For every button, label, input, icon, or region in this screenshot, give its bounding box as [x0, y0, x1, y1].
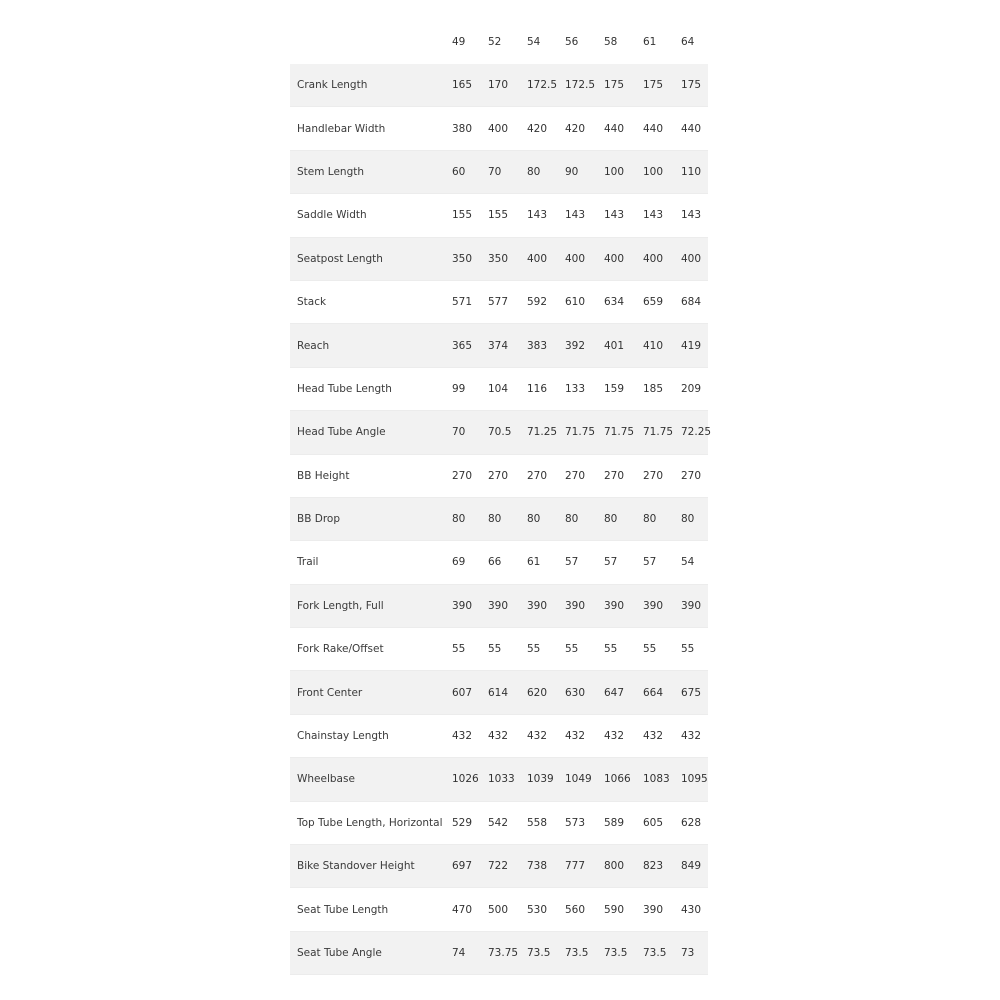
table-cell: 430 [681, 903, 702, 916]
table-row [290, 238, 708, 281]
table-cell: 70 [452, 426, 466, 439]
table-cell: 1049 [565, 773, 592, 786]
table-cell: 175 [681, 79, 702, 92]
table-cell: 170 [488, 79, 509, 92]
table-row [290, 151, 708, 194]
size-header: 52 [488, 36, 502, 48]
table-row [290, 585, 708, 628]
table-cell: 74 [452, 947, 466, 959]
table-cell: 104 [488, 382, 509, 395]
table-cell: 390 [488, 599, 509, 612]
table-cell: 400 [488, 122, 509, 135]
table-cell: 73 [681, 947, 695, 959]
table-cell: 143 [643, 209, 664, 222]
table-cell: 390 [527, 599, 548, 612]
table-cell: 185 [643, 382, 664, 395]
row-label: Wheelbase [297, 773, 355, 786]
table-cell: 823 [643, 860, 664, 873]
header-row [290, 20, 708, 64]
table-cell: 628 [681, 816, 702, 829]
table-cell: 432 [527, 730, 548, 743]
table-cell: 110 [681, 165, 702, 178]
table-cell: 69 [452, 556, 466, 569]
table-cell: 71.25 [527, 426, 558, 439]
table-row [290, 455, 708, 498]
row-label: Stem Length [297, 165, 365, 178]
row-label: Head Tube Angle [297, 426, 386, 439]
table-cell: 390 [565, 599, 586, 612]
row-label: Fork Length, Full [297, 599, 384, 612]
table-cell: 270 [488, 469, 509, 482]
table-cell: 80 [565, 513, 579, 526]
table-cell: 542 [488, 816, 509, 829]
table-cell: 1083 [643, 773, 670, 786]
table-cell: 270 [643, 469, 664, 482]
table-cell: 80 [452, 513, 466, 526]
table-cell: 66 [488, 556, 502, 569]
table-cell: 270 [452, 469, 473, 482]
size-header: 56 [565, 36, 579, 48]
table-row [290, 498, 708, 541]
table-cell: 440 [681, 122, 702, 135]
size-header: 61 [643, 36, 657, 48]
row-label: Seat Tube Length [297, 903, 389, 916]
table-cell: 73.75 [488, 947, 519, 959]
table-row [290, 368, 708, 411]
table-cell: 738 [527, 860, 548, 873]
table-cell: 209 [681, 382, 702, 395]
table-cell: 55 [604, 643, 618, 656]
table-cell: 607 [452, 686, 473, 699]
table-cell: 800 [604, 860, 625, 873]
table-cell: 440 [604, 122, 625, 135]
row-label: Front Center [297, 686, 363, 699]
table-cell: 410 [643, 339, 664, 352]
table-row [290, 845, 708, 888]
table-cell: 400 [565, 252, 586, 265]
row-label: Chainstay Length [297, 730, 389, 743]
table-cell: 270 [565, 469, 586, 482]
table-row [290, 715, 708, 758]
row-label: Saddle Width [297, 209, 367, 222]
table-cell: 1026 [452, 773, 479, 786]
table-row [290, 802, 708, 845]
table-row [290, 888, 708, 931]
table-cell: 592 [527, 296, 548, 309]
table-cell: 684 [681, 296, 702, 309]
table-cell: 1039 [527, 773, 554, 786]
table-cell: 390 [643, 599, 664, 612]
row-label: Seatpost Length [297, 252, 383, 265]
table-cell: 380 [452, 122, 473, 135]
table-cell: 90 [565, 165, 579, 178]
row-label: Handlebar Width [297, 122, 386, 135]
table-cell: 432 [488, 730, 509, 743]
table-cell: 675 [681, 686, 702, 699]
table-cell: 432 [604, 730, 625, 743]
table-row [290, 281, 708, 324]
table-cell: 392 [565, 339, 586, 352]
table-cell: 55 [488, 643, 502, 656]
table-cell: 432 [643, 730, 664, 743]
table-cell: 400 [681, 252, 702, 265]
table-cell: 175 [643, 79, 664, 92]
table-cell: 57 [643, 556, 657, 569]
table-cell: 420 [527, 122, 548, 135]
table-cell: 365 [452, 339, 473, 352]
table-cell: 432 [565, 730, 586, 743]
table-cell: 614 [488, 686, 509, 699]
table-cell: 697 [452, 860, 473, 873]
table-cell: 1033 [488, 773, 515, 786]
size-header: 54 [527, 36, 541, 48]
table-cell: 500 [488, 903, 509, 916]
table-cell: 722 [488, 860, 509, 873]
table-cell: 57 [565, 556, 579, 569]
table-cell: 159 [604, 382, 625, 395]
table-cell: 143 [527, 209, 548, 222]
table-cell: 143 [681, 209, 702, 222]
table-row [290, 932, 708, 975]
table-cell: 432 [681, 730, 702, 743]
table-cell: 529 [452, 816, 473, 829]
table-cell: 1066 [604, 773, 631, 786]
table-cell: 270 [681, 469, 702, 482]
table-cell: 605 [643, 816, 664, 829]
table-cell: 390 [643, 903, 664, 916]
row-label: Trail [297, 556, 319, 569]
row-label: Bike Standover Height [297, 860, 415, 873]
table-cell: 777 [565, 860, 586, 873]
row-label: Fork Rake/Offset [297, 643, 384, 656]
table-row [290, 194, 708, 237]
row-label: BB Height [297, 469, 350, 482]
table-cell: 432 [452, 730, 473, 743]
table-cell: 61 [527, 556, 541, 569]
table-cell: 80 [604, 513, 618, 526]
table-cell: 72.25 [681, 426, 712, 439]
table-cell: 155 [488, 209, 509, 222]
table-cell: 560 [565, 903, 586, 916]
table-cell: 400 [643, 252, 664, 265]
table-cell: 175 [604, 79, 625, 92]
table-cell: 400 [527, 252, 548, 265]
table-cell: 71.75 [604, 426, 635, 439]
table-cell: 390 [452, 599, 473, 612]
table-row [290, 628, 708, 671]
table-cell: 73.5 [565, 947, 589, 959]
table-cell: 80 [643, 513, 657, 526]
table-cell: 54 [681, 556, 695, 569]
table-cell: 558 [527, 816, 548, 829]
table-cell: 55 [527, 643, 541, 656]
table-cell: 55 [565, 643, 579, 656]
table-cell: 116 [527, 382, 548, 395]
table-cell: 99 [452, 382, 466, 395]
table-cell: 165 [452, 79, 473, 92]
table-cell: 80 [488, 513, 502, 526]
table-cell: 383 [527, 339, 548, 352]
table-cell: 374 [488, 339, 509, 352]
table-cell: 1095 [681, 773, 708, 786]
table-cell: 155 [452, 209, 473, 222]
table-cell: 172.5 [527, 79, 558, 92]
table-cell: 73.5 [527, 947, 551, 959]
table-cell: 172.5 [565, 79, 596, 92]
table-cell: 55 [643, 643, 657, 656]
table-cell: 470 [452, 903, 473, 916]
table-cell: 100 [604, 165, 625, 178]
row-label: Crank Length [297, 79, 368, 92]
table-cell: 577 [488, 296, 509, 309]
table-cell: 73.5 [643, 947, 667, 959]
table-cell: 589 [604, 816, 625, 829]
table-cell: 57 [604, 556, 618, 569]
row-label: Top Tube Length, Horizontal [297, 816, 443, 829]
table-cell: 71.75 [643, 426, 674, 439]
table-cell: 647 [604, 686, 625, 699]
table-cell: 80 [527, 165, 541, 178]
table-cell: 133 [565, 382, 586, 395]
table-cell: 849 [681, 860, 702, 873]
row-label: BB Drop [297, 513, 341, 526]
table-cell: 610 [565, 296, 586, 309]
table-cell: 664 [643, 686, 664, 699]
table-cell: 634 [604, 296, 625, 309]
table-row [290, 64, 708, 107]
table-cell: 420 [565, 122, 586, 135]
row-label: Seat Tube Angle [297, 947, 382, 959]
table-row [290, 324, 708, 367]
table-cell: 71.75 [565, 426, 596, 439]
table-cell: 659 [643, 296, 664, 309]
table-cell: 270 [604, 469, 625, 482]
table-cell: 70.5 [488, 426, 512, 439]
table-cell: 390 [604, 599, 625, 612]
table-cell: 419 [681, 339, 702, 352]
table-row [290, 411, 712, 454]
table-cell: 630 [565, 686, 586, 699]
table-cell: 390 [681, 599, 702, 612]
table-cell: 571 [452, 296, 473, 309]
table-row [290, 541, 708, 584]
table-cell: 530 [527, 903, 548, 916]
table-cell: 590 [604, 903, 625, 916]
table-cell: 60 [452, 165, 466, 178]
table-cell: 70 [488, 165, 502, 178]
table-cell: 80 [681, 513, 695, 526]
geometry-table [290, 20, 712, 975]
table-cell: 270 [527, 469, 548, 482]
size-header: 58 [604, 36, 618, 48]
table-cell: 55 [681, 643, 695, 656]
table-cell: 80 [527, 513, 541, 526]
table-cell: 143 [565, 209, 586, 222]
table-cell: 100 [643, 165, 664, 178]
row-label: Stack [297, 296, 327, 309]
table-row [290, 107, 708, 150]
table-cell: 350 [488, 252, 509, 265]
table-cell: 55 [452, 643, 466, 656]
table-cell: 401 [604, 339, 625, 352]
size-header: 64 [681, 36, 695, 48]
size-header: 49 [452, 36, 466, 48]
row-label: Reach [297, 339, 330, 352]
row-label: Head Tube Length [297, 382, 392, 395]
table-cell: 143 [604, 209, 625, 222]
table-cell: 73.5 [604, 947, 628, 959]
table-cell: 620 [527, 686, 548, 699]
table-cell: 440 [643, 122, 664, 135]
table-cell: 400 [604, 252, 625, 265]
table-cell: 350 [452, 252, 473, 265]
table-row [290, 671, 708, 714]
table-row [290, 758, 708, 801]
table-cell: 573 [565, 816, 586, 829]
